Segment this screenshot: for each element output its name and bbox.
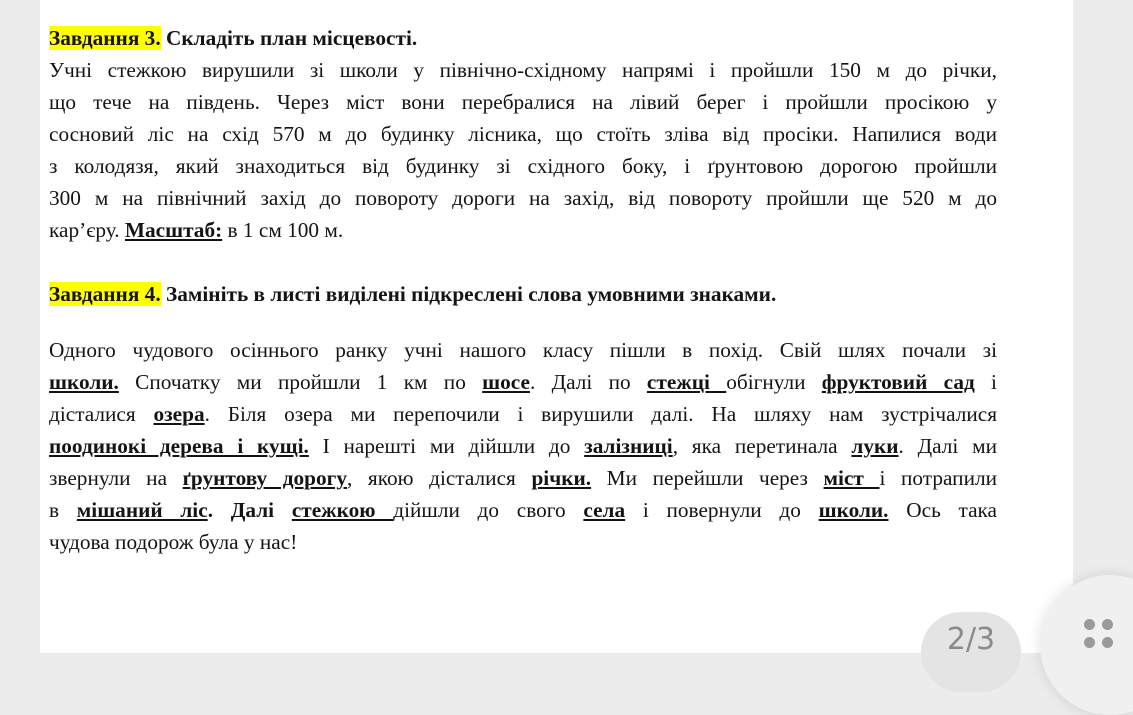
text-span: і повернули до bbox=[625, 498, 819, 522]
task3-line-4: з колодязя, який знаходиться від будинку зі східного боку, і ґрунтовою дорогою пройшли bbox=[49, 154, 997, 178]
task4-label: Завдання 4. bbox=[49, 282, 161, 306]
text-span: . Далі bbox=[207, 498, 292, 522]
text-span: Ось така bbox=[888, 498, 997, 522]
word-orchard: фруктовий сад bbox=[821, 370, 975, 394]
word-path: стежці bbox=[646, 370, 727, 394]
text-span: . Далі ми bbox=[898, 434, 997, 458]
text-span: дісталися bbox=[49, 402, 154, 426]
text-span: І нарешті ми дійшли до bbox=[308, 434, 585, 458]
word-meadow: луки bbox=[851, 434, 899, 458]
word-trees-bushes: поодинокі дерева і кущі. bbox=[49, 434, 309, 458]
text-span: обігнули bbox=[726, 370, 822, 394]
task3-last-line-start: кар’єру. bbox=[49, 218, 125, 242]
task4-line-3 bbox=[49, 398, 997, 430]
word-school: школи. bbox=[49, 370, 119, 394]
task3-line-2: що тече на південь. Через міст вони перебралися на лівий берег і пройшли просікою у bbox=[49, 90, 997, 114]
word-village: села bbox=[583, 498, 626, 522]
task4-line-4 bbox=[49, 430, 997, 462]
word-mixed-forest: мішаний ліс bbox=[76, 498, 208, 522]
task3-line-3: сосновий ліс на схід 570 м до будинку лісника, що стоїть зліва від просіки. Напилися води bbox=[49, 122, 997, 146]
word-bridge: міст bbox=[823, 466, 880, 490]
text-span: . Далі по bbox=[529, 370, 647, 394]
word-path-2: стежкою bbox=[291, 498, 394, 522]
word-highway: шосе bbox=[482, 370, 530, 394]
text-span: Спочатку ми пройшли 1 км по bbox=[118, 370, 483, 394]
document-content bbox=[49, 22, 997, 558]
text-span: звернули на bbox=[49, 466, 183, 490]
word-dirt-road: ґрунтову дорогу bbox=[182, 466, 347, 490]
task4-line-6 bbox=[49, 494, 997, 526]
task4-line-1: Одного чудового осіннього ранку учні нашого класу пішли в похід. Свій шлях почали зі bbox=[49, 338, 997, 362]
task3-line-6 bbox=[49, 214, 997, 246]
text-span: , яка перетинала bbox=[672, 434, 852, 458]
text-span: , якою дісталися bbox=[346, 466, 532, 490]
scale-value: в 1 см 100 м. bbox=[222, 218, 344, 242]
task3-line-1: Учні стежкою вирушили зі школи у північно-східному напрямі і пройшли 150 м до річки, bbox=[49, 58, 997, 82]
word-school-2: школи. bbox=[818, 498, 889, 522]
word-railway: залізниці bbox=[584, 434, 673, 458]
text-span: дійшли до свого bbox=[393, 498, 584, 522]
word-river: річки. bbox=[531, 466, 592, 490]
page-indicator: 2/3 bbox=[921, 612, 1021, 692]
task3-title: Складіть план місцевості. bbox=[160, 26, 418, 50]
text-span: і потрапили bbox=[879, 466, 997, 490]
task4-line-7: чудова подорож була у нас! bbox=[49, 530, 298, 554]
text-span: . Біля озера ми перепочили і вирушили далі. На шляху нам зустрічалися bbox=[204, 402, 997, 426]
text-span: Ми перейшли через bbox=[591, 466, 824, 490]
text-span: в bbox=[49, 498, 77, 522]
text-span: і bbox=[974, 370, 997, 394]
scale-label: Масштаб: bbox=[124, 218, 223, 242]
task3-line-5: 300 м на північний захід до повороту дороги на захід, від повороту пройшли ще 520 м до bbox=[49, 186, 997, 210]
task4-title: Замініть в листі виділені підкреслені слова умовними знаками. bbox=[160, 282, 777, 306]
task4-line-5 bbox=[49, 462, 997, 494]
word-lake: озера bbox=[153, 402, 205, 426]
task4-heading bbox=[49, 278, 997, 310]
task4-line-2 bbox=[49, 366, 997, 398]
task3-heading bbox=[49, 22, 997, 54]
task3-label: Завдання 3. bbox=[49, 26, 161, 50]
